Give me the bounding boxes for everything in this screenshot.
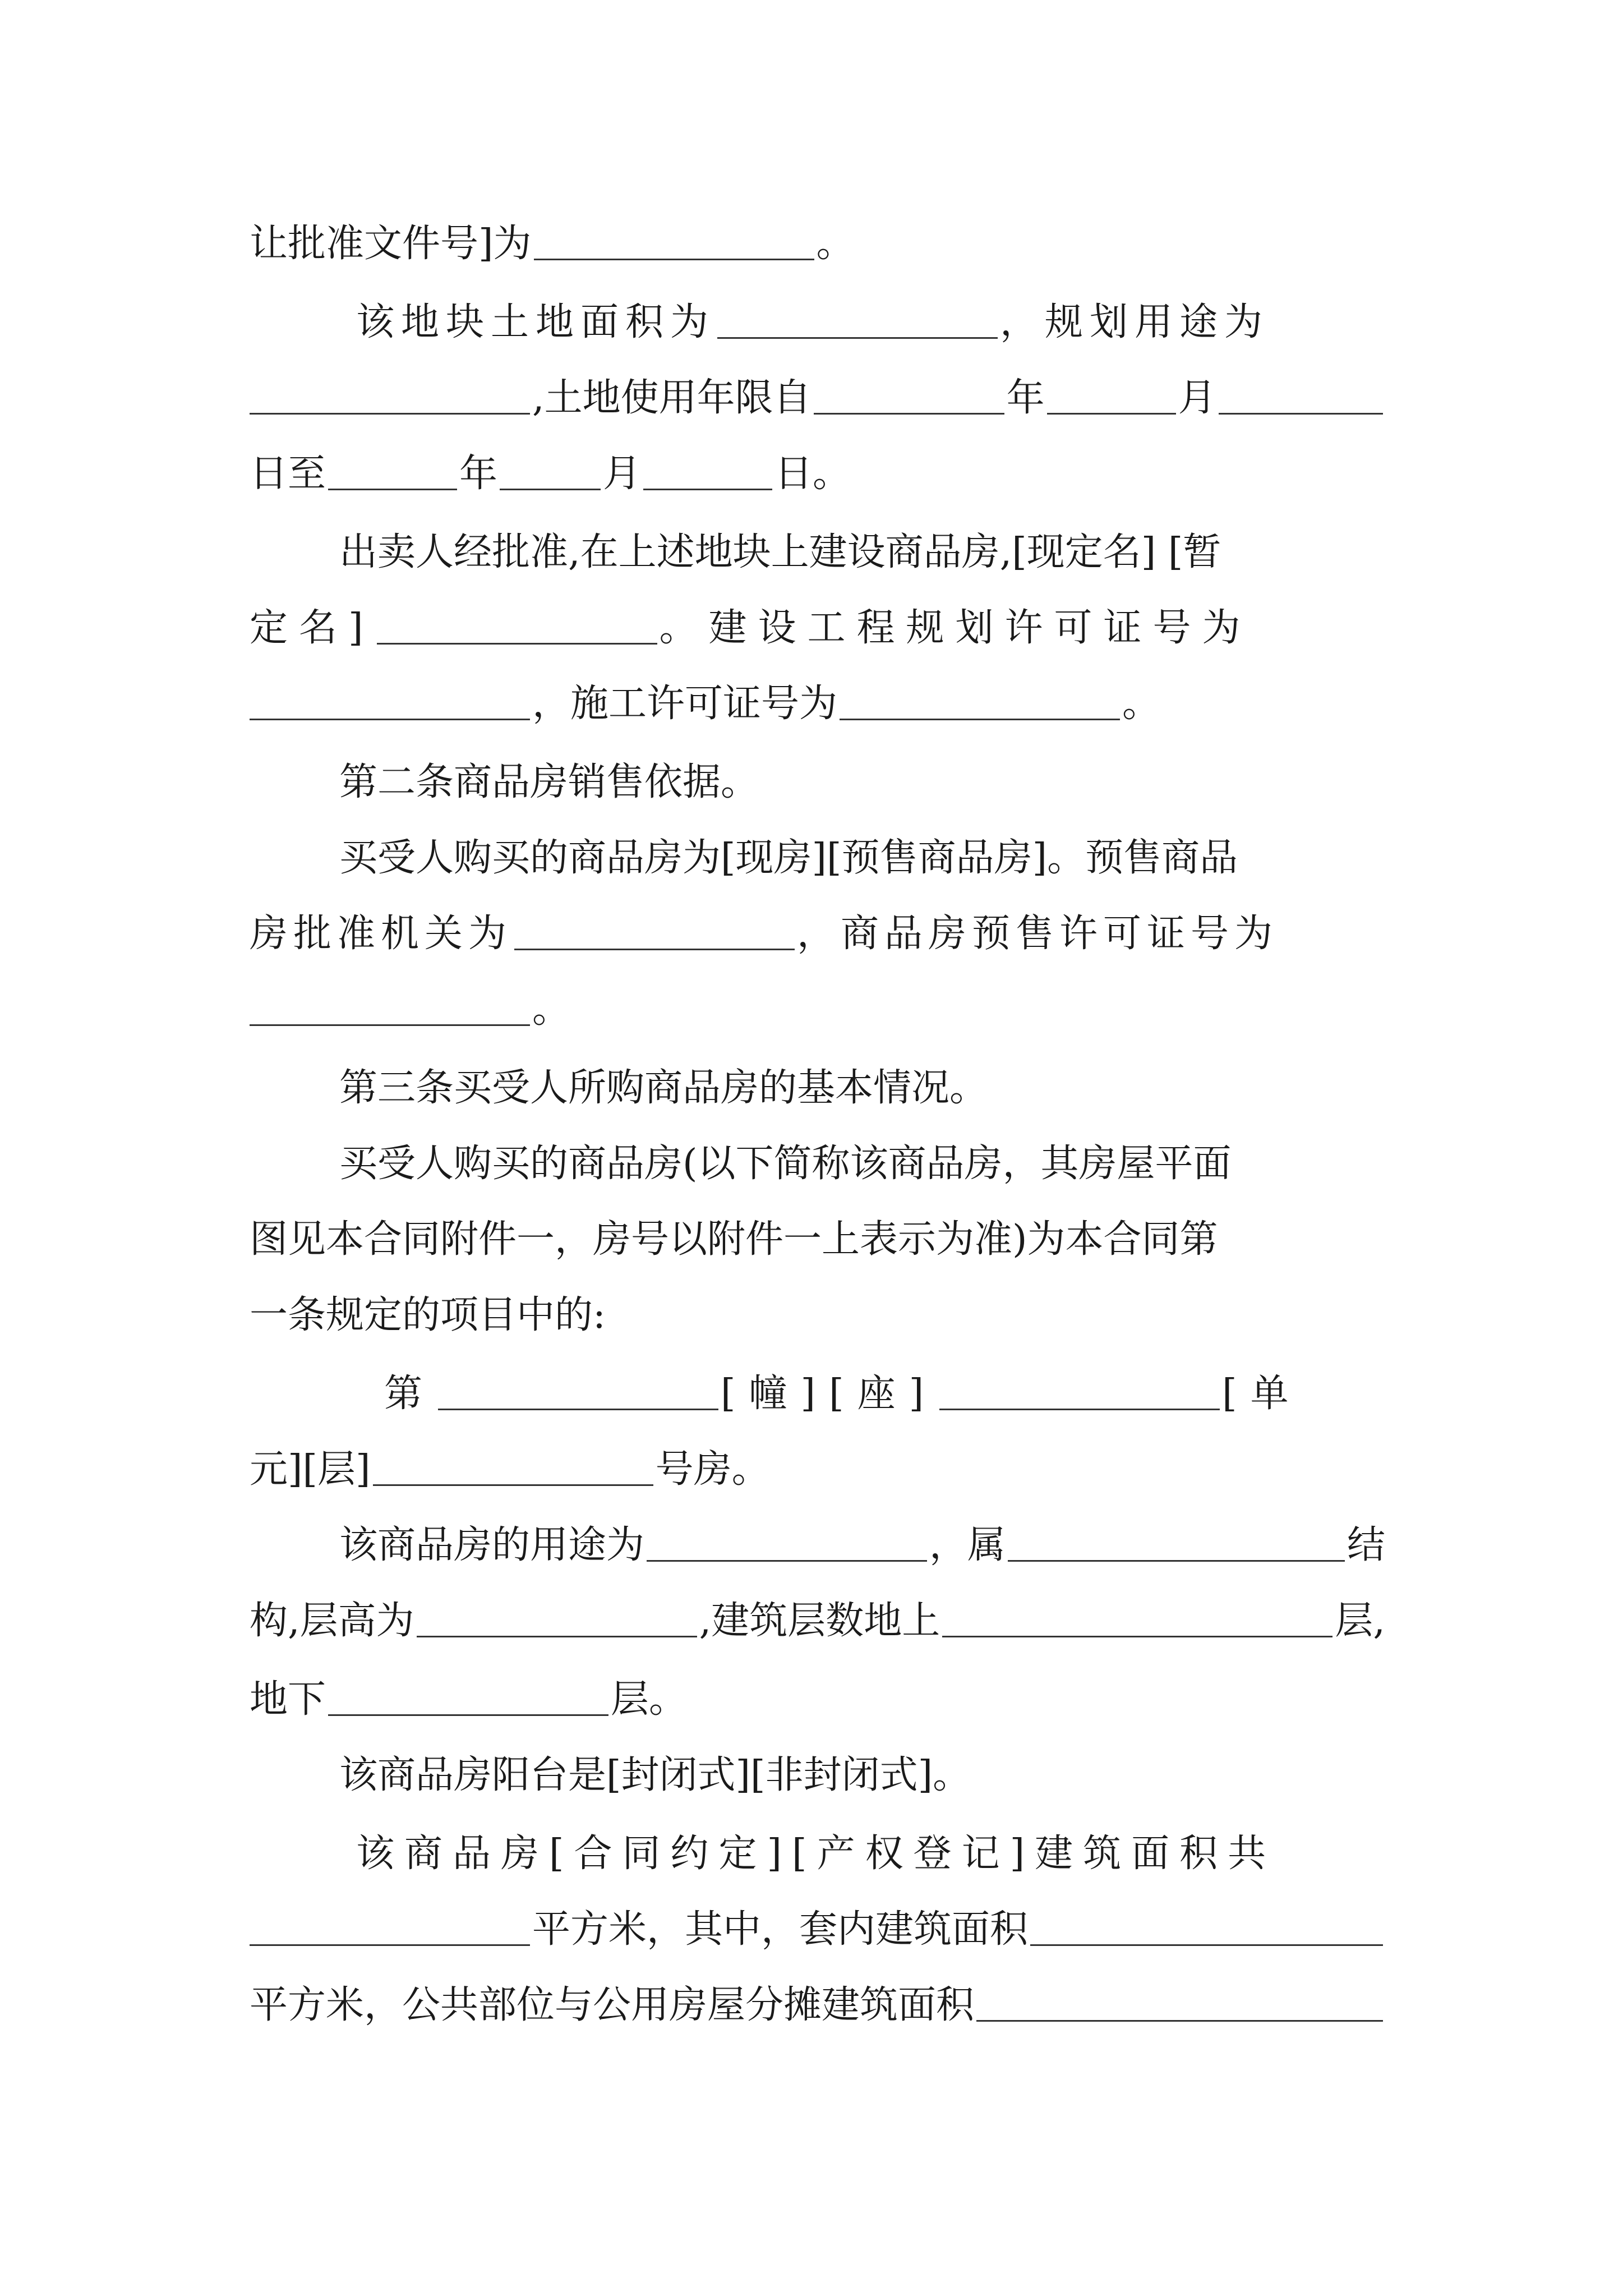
line-text: 该商品房阳台是[封闭式][非封闭式]。 bbox=[339, 1753, 971, 1797]
line-text: 平方米，公共部位与公用房屋分摊建筑面积 bbox=[250, 1983, 975, 2027]
fill-in-blank[interactable] bbox=[717, 300, 998, 339]
line-text: 结 bbox=[1347, 1523, 1385, 1567]
line-text: 。 bbox=[816, 222, 855, 266]
line-text: 层。 bbox=[611, 1677, 688, 1722]
text-line bbox=[339, 522, 1385, 583]
line-text: 。 bbox=[532, 987, 571, 1032]
line-text: 日。 bbox=[774, 452, 851, 496]
line-text: 一条规定的项目中的: bbox=[250, 1293, 606, 1337]
fill-in-blank[interactable] bbox=[250, 682, 530, 720]
line-text: 让批准文件号]为 bbox=[250, 222, 532, 266]
text-line bbox=[250, 1285, 1385, 1346]
text-line bbox=[339, 752, 1385, 813]
fill-in-blank[interactable] bbox=[250, 987, 530, 1026]
line-text: 买受人购买的商品房为[现房][预售商品房]。预售商品 bbox=[339, 836, 1238, 880]
fill-in-blank[interactable] bbox=[438, 1372, 718, 1410]
line-text: 。 bbox=[1122, 682, 1161, 726]
line-text: 出卖人经批准,在上述地块上建设商品房,[现定名] [暂 bbox=[339, 530, 1221, 574]
line-text: 号房。 bbox=[655, 1447, 770, 1492]
text-line bbox=[250, 903, 1385, 965]
fill-in-blank[interactable] bbox=[373, 1447, 653, 1486]
line-text: ,土地使用年限自 bbox=[532, 376, 811, 420]
line-text: 月 bbox=[1178, 376, 1216, 420]
text-line bbox=[339, 1745, 1385, 1806]
line-text: 图见本合同附件一，房号以附件一上表示为准)为本合同第 bbox=[250, 1217, 1218, 1262]
text-line bbox=[250, 1899, 1385, 1961]
line-text: ，商品房预售许可证号为 bbox=[797, 912, 1279, 956]
text-line bbox=[250, 1439, 1385, 1501]
line-text: 月 bbox=[603, 452, 642, 496]
fill-in-blank[interactable] bbox=[328, 452, 457, 490]
line-text: 年 bbox=[1006, 376, 1045, 420]
line-text: 层, bbox=[1335, 1599, 1385, 1643]
text-line bbox=[339, 827, 1385, 889]
text-line bbox=[250, 1209, 1385, 1271]
line-text: ，施工许可证号为 bbox=[532, 682, 838, 726]
fill-in-blank[interactable] bbox=[942, 1599, 1332, 1637]
line-text: 构,层高为 bbox=[250, 1599, 414, 1643]
line-text: ，属 bbox=[929, 1523, 1006, 1567]
fill-in-blank[interactable] bbox=[417, 1599, 697, 1637]
text-line bbox=[250, 367, 1385, 429]
fill-in-blank[interactable] bbox=[1219, 376, 1383, 415]
fill-in-blank[interactable] bbox=[250, 1907, 530, 1946]
text-line bbox=[339, 1133, 1385, 1195]
text-line bbox=[250, 979, 1385, 1041]
text-line bbox=[250, 1363, 1385, 1425]
line-text: 该商品房的用途为 bbox=[339, 1523, 645, 1567]
line-text: 年 bbox=[459, 452, 498, 496]
line-text: ，规划用途为 bbox=[1000, 300, 1270, 344]
fill-in-blank[interactable] bbox=[500, 452, 601, 490]
text-line bbox=[250, 1590, 1385, 1652]
line-text: [单 bbox=[1222, 1372, 1302, 1416]
fill-in-blank[interactable] bbox=[939, 1372, 1220, 1410]
text-line bbox=[339, 292, 1385, 353]
fill-in-blank[interactable] bbox=[250, 376, 530, 415]
fill-in-blank[interactable] bbox=[1030, 1907, 1383, 1946]
fill-in-blank[interactable] bbox=[1008, 1523, 1345, 1562]
fill-in-blank[interactable] bbox=[976, 1983, 1383, 2022]
text-line bbox=[250, 1975, 1385, 2036]
text-line bbox=[339, 1823, 1385, 1885]
line-text: 定名] bbox=[250, 606, 375, 650]
fill-in-blank[interactable] bbox=[377, 606, 657, 645]
text-line bbox=[250, 1669, 1385, 1731]
fill-in-blank[interactable] bbox=[647, 1523, 927, 1562]
text-line bbox=[339, 1057, 1385, 1119]
line-text: 买受人购买的商品房(以下简称该商品房，其房屋平面 bbox=[339, 1142, 1232, 1186]
line-text: ,建筑层数地上 bbox=[699, 1599, 940, 1643]
line-text: 。建设工程规划许可证号为 bbox=[659, 606, 1252, 650]
line-text: 地下 bbox=[250, 1677, 326, 1722]
text-line bbox=[250, 443, 1385, 505]
text-line bbox=[250, 213, 1385, 275]
line-text: 第 bbox=[384, 1372, 436, 1416]
fill-in-blank[interactable] bbox=[328, 1677, 608, 1716]
section-heading: 第二条商品房销售依据。 bbox=[339, 760, 759, 804]
fill-in-blank[interactable] bbox=[643, 452, 772, 490]
text-line bbox=[250, 597, 1385, 659]
text-line bbox=[250, 673, 1385, 735]
line-text: 元][层] bbox=[250, 1447, 371, 1492]
fill-in-blank[interactable] bbox=[514, 912, 795, 950]
line-text: [幢][座] bbox=[721, 1372, 938, 1416]
line-text: 平方米，其中，套内建筑面积 bbox=[532, 1907, 1029, 1952]
fill-in-blank[interactable] bbox=[534, 222, 814, 260]
fill-in-blank[interactable] bbox=[1047, 376, 1176, 415]
section-heading: 第三条买受人所购商品房的基本情况。 bbox=[339, 1066, 988, 1110]
line-text: 房批准机关为 bbox=[250, 912, 513, 956]
fill-in-blank[interactable] bbox=[814, 376, 1004, 415]
line-text: 该地块土地面积为 bbox=[356, 300, 716, 344]
line-text: 该商品房[合同约定][产权登记]建筑面积共 bbox=[356, 1832, 1276, 1876]
fill-in-blank[interactable] bbox=[840, 682, 1120, 720]
text-line bbox=[339, 1515, 1385, 1576]
line-text: 日至 bbox=[250, 452, 326, 496]
